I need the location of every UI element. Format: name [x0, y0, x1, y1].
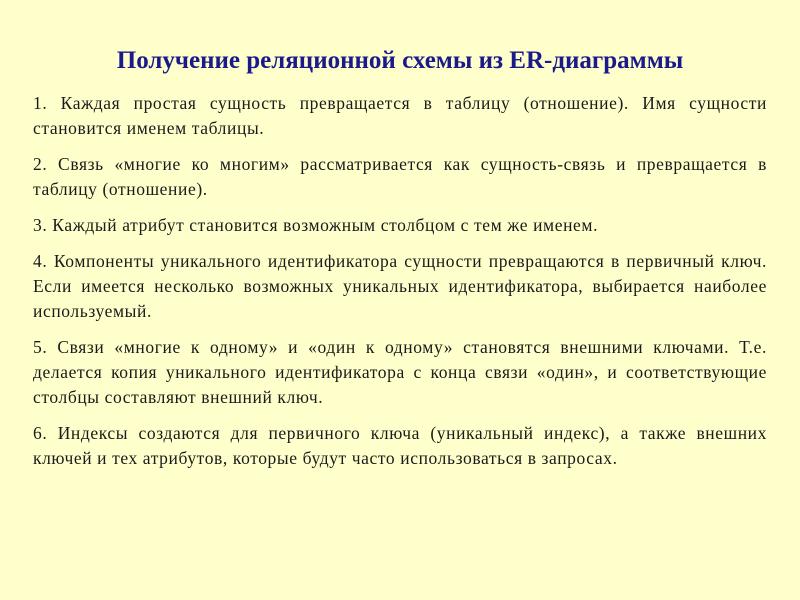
rule-item: 4. Компоненты уникального идентификатора сущности превращаются в первичный ключ. Если имеется несколько возможных уникальных идентификатора, выбирается наиболее используемый. [33, 251, 767, 321]
rule-item: 2. Связь «многие ко многим» рассматривается как сущность-связь и превращается в таблицу (отношение). [33, 154, 767, 199]
rules-list [33, 91, 767, 482]
rule-item: 1. Каждая простая сущность превращается в таблицу (отношение). Имя сущности становится именем таблицы. [33, 93, 767, 138]
rule-item: 3. Каждый атрибут становится возможным столбцом с тем же именем. [33, 215, 599, 235]
slide-title: Получение реляционной схемы из ER-диаграммы [116, 47, 684, 74]
rule-item: 5. Связи «многие к одному» и «один к одному» становятся внешними ключами. Т.е. делается копия уникального идентификатора с конца связи «один», и соответствующие столбцы составляют внешний ключ. [33, 337, 767, 407]
rule-item: 6. Индексы создаются для первичного ключа (уникальный индекс), а также внешних ключей и тех атрибутов, которые будут часто использоваться в запросах. [33, 423, 767, 468]
